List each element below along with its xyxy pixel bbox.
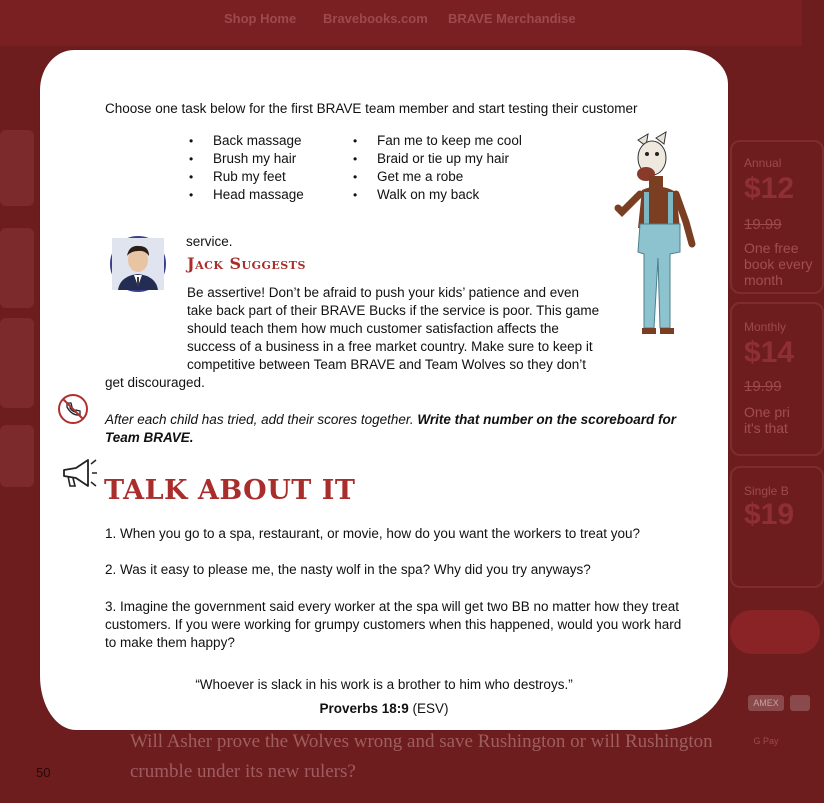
gpay-icon: G Pay bbox=[753, 736, 779, 746]
nav-link-shop-home[interactable]: Shop Home bbox=[224, 11, 297, 26]
product-description: Will Asher prove the Wolves wrong and save Rushington or will Rushington crumble under its new rulers? bbox=[130, 731, 713, 782]
add-to-cart-button[interactable] bbox=[730, 610, 820, 654]
jack-suggestion-line: take back part of their BRAVE Bucks if the service is poor. This game bbox=[187, 303, 600, 318]
discussion-question: 3. Imagine the government said every worker at the spa will get two BB no matter how they treat customers. If you were working for grumpy customers when this happened, would you work hard to make them happy? bbox=[105, 599, 682, 650]
bible-citation bbox=[40, 701, 728, 716]
pricing-label: Monthly bbox=[744, 320, 787, 334]
service-text: service. bbox=[186, 234, 233, 249]
score-instructions-bold: Write that number on the scoreboard for Team BRAVE. bbox=[105, 412, 676, 445]
list-item: • Head massage bbox=[189, 186, 304, 204]
pricing-label: Annual bbox=[744, 156, 782, 170]
bible-quote: “Whoever is slack in his work is a brother to him who destroys.” bbox=[195, 677, 573, 692]
score-instructions bbox=[105, 411, 705, 447]
intro-text: Choose one task below for the first BRAVE team member and start testing their customer bbox=[105, 101, 638, 116]
pricing-price: $19 bbox=[744, 498, 795, 531]
score-instructions-italic: After each child has tried, add their scores together. bbox=[105, 412, 418, 427]
background-thumbnail bbox=[0, 228, 34, 308]
jack-suggestion-line: get discouraged. bbox=[105, 375, 205, 390]
pricing-card-single[interactable] bbox=[730, 466, 824, 588]
pricing-label: Single B bbox=[744, 484, 789, 498]
list-item: • Brush my hair bbox=[189, 150, 304, 168]
task-list-right bbox=[353, 132, 522, 204]
amex-icon: AMEX bbox=[748, 695, 784, 711]
list-item: • Get me a robe bbox=[353, 168, 522, 186]
page-number: 50 bbox=[36, 765, 51, 780]
avatar bbox=[110, 236, 166, 292]
discussion-question: 2. Was it easy to please me, the nasty wolf in the spa? Why did you try anyways? bbox=[105, 562, 591, 577]
nav-link-bravebooks[interactable]: Bravebooks.com bbox=[323, 11, 428, 26]
pricing-card-monthly[interactable] bbox=[730, 302, 824, 456]
pricing-card-annual[interactable] bbox=[730, 140, 824, 294]
jack-suggestion-line: success of a business in a free market country. Make sure to keep it bbox=[187, 339, 593, 354]
pricing-price: $14 bbox=[744, 336, 795, 369]
top-nav-bar bbox=[0, 0, 802, 46]
activity-modal bbox=[40, 50, 728, 730]
nav-link-merchandise[interactable]: BRAVE Merchandise bbox=[448, 11, 576, 26]
discussion-question: 1. When you go to a spa, restaurant, or movie, how do you want the workers to treat you? bbox=[105, 526, 641, 541]
pricing-note: One pri it's that bbox=[744, 404, 790, 436]
pricing-price: $12 bbox=[744, 172, 795, 205]
background-thumbnail bbox=[0, 425, 34, 487]
list-item: • Braid or tie up my hair bbox=[353, 150, 522, 168]
pricing-old-price: 19.99 bbox=[744, 378, 782, 395]
list-item: • Walk on my back bbox=[353, 186, 522, 204]
megaphone-icon bbox=[58, 456, 98, 492]
jack-suggestion-line: should teach them how much customer satisfaction affects the bbox=[187, 321, 559, 336]
list-item: • Fan me to keep me cool bbox=[353, 132, 522, 150]
list-item: • Back massage bbox=[189, 132, 304, 150]
goat-illustration bbox=[614, 132, 724, 337]
no-phone-icon bbox=[57, 393, 89, 425]
jack-suggests-heading: Jack Suggests bbox=[187, 254, 306, 273]
card-icon bbox=[790, 695, 810, 711]
pricing-old-price: 19.99 bbox=[744, 216, 782, 233]
citation-version: (ESV) bbox=[408, 701, 449, 716]
pricing-note: One free book every month bbox=[744, 240, 813, 288]
list-item: • Rub my feet bbox=[189, 168, 304, 186]
citation-reference: Proverbs 18:9 bbox=[319, 701, 409, 716]
jack-suggestion-line: competitive between Team BRAVE and Team Wolves so they don’t bbox=[187, 357, 586, 372]
background-thumbnail bbox=[0, 318, 34, 408]
background-thumbnail bbox=[0, 130, 34, 206]
jack-suggestion-line: Be assertive! Don’t be afraid to push your kids’ patience and even bbox=[187, 285, 579, 300]
talk-about-it-heading: TALK ABOUT IT bbox=[104, 475, 356, 506]
task-list-left bbox=[189, 132, 304, 204]
